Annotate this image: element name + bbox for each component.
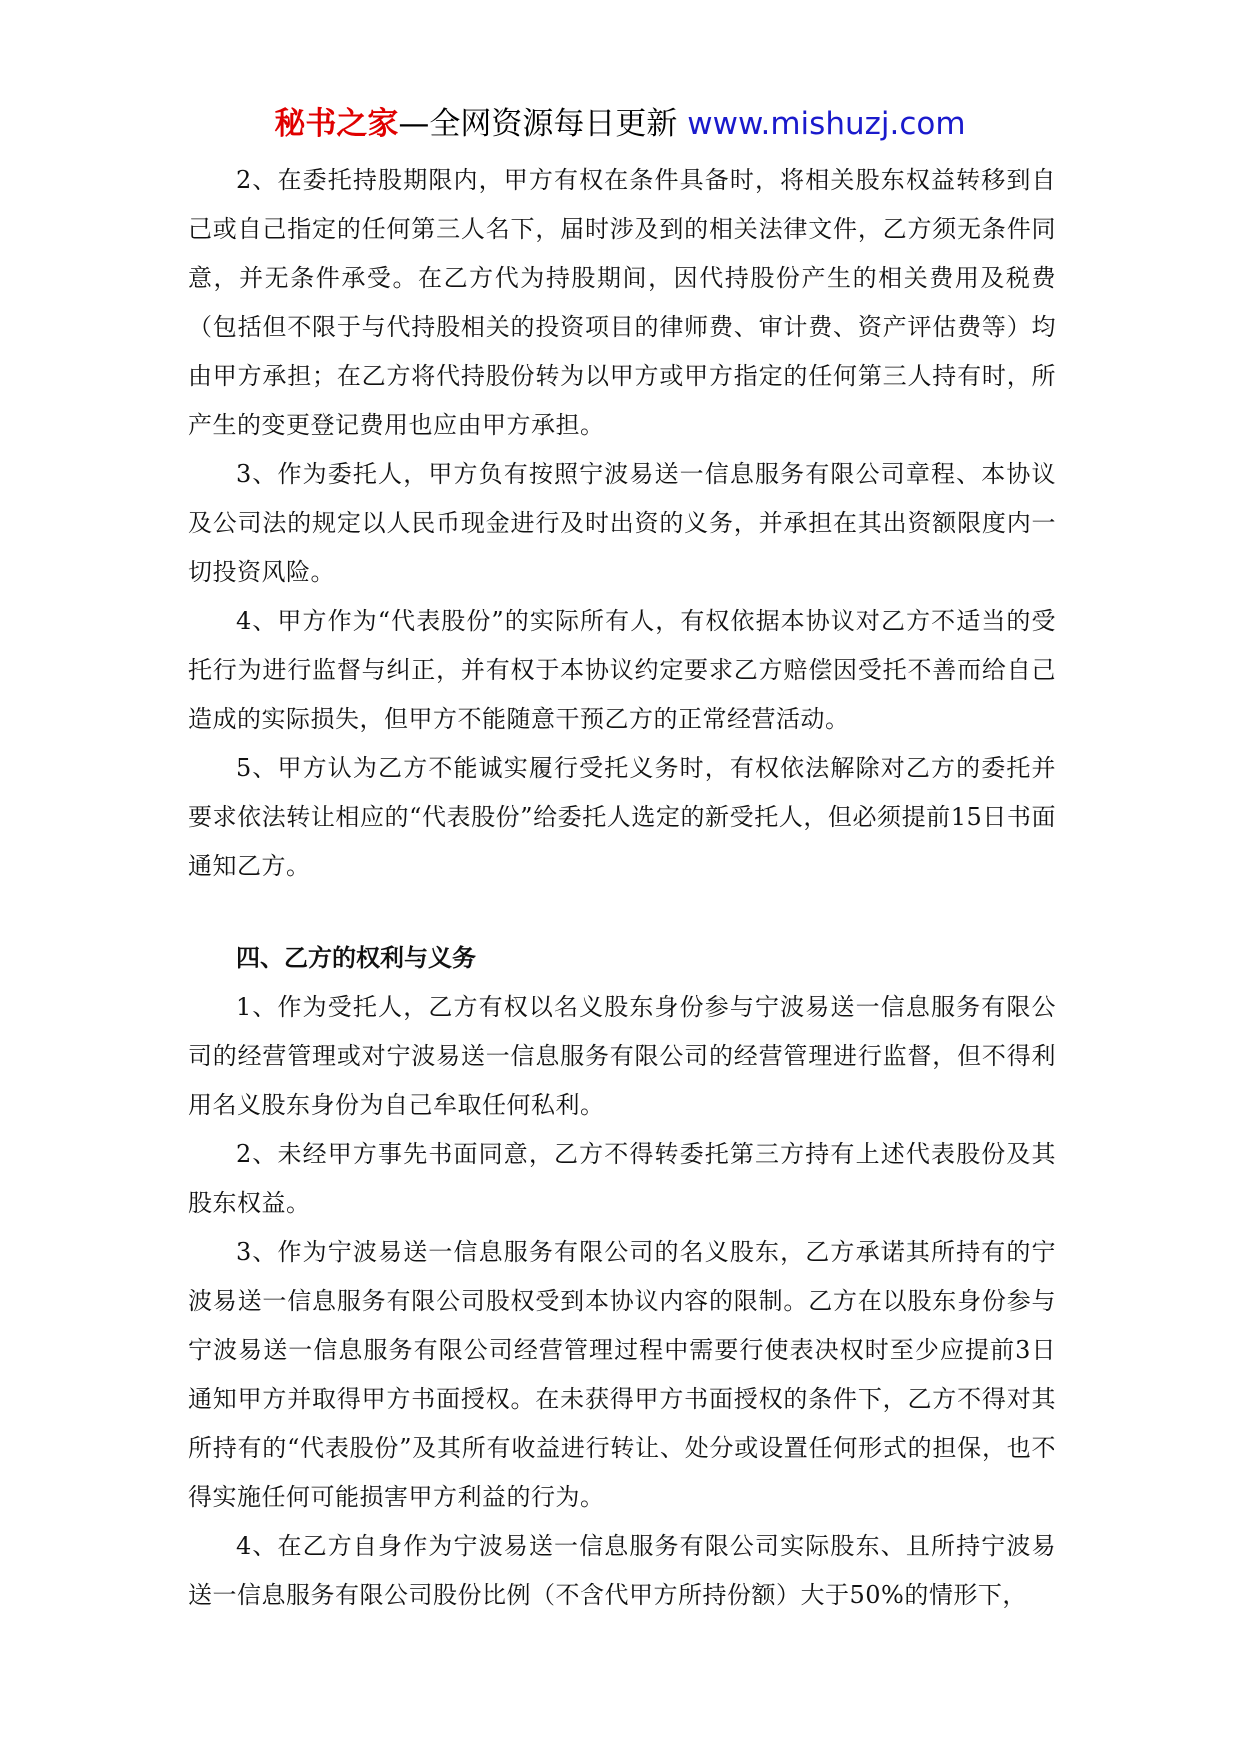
site-url: www.mishuzj.com bbox=[687, 106, 966, 142]
paragraph: 4、在乙方自身作为宁波易送一信息服务有限公司实际股东、且所持宁波易送一信息服务有限公司股份比例（不含代甲方所持份额）大于50%的情形下， bbox=[188, 1532, 1056, 1609]
paragraph: 4、甲方作为“代表股份”的实际所有人，有权依据本协议对乙方不适当的受托行为进行监督与纠正，并有权于本协议约定要求乙方赔偿因受托不善而给自己造成的实际损失，但甲方不能随意干预乙方的正常经营活动。 bbox=[188, 607, 1056, 733]
paragraph: 5、甲方认为乙方不能诚实履行受托义务时，有权依法解除对乙方的委托并要求依法转让相应的“代表股份”给委托人选定的新受托人，但必须提前15日书面通知乙方。 bbox=[188, 754, 1056, 880]
paragraph: 2、未经甲方事先书面同意，乙方不得转委托第三方持有上述代表股份及其股东权益。 bbox=[188, 1140, 1056, 1217]
header-tagline: —全网资源每日更新 bbox=[398, 106, 678, 142]
paragraph: 2、在委托持股期限内，甲方有权在条件具备时，将相关股东权益转移到自己或自己指定的任何第三人名下，届时涉及到的相关法律文件，乙方须无条件同意，并无条件承受。在乙方代为持股期间，因代持股份产生的相关费用及税费（包括但不限于与代持股相关的投资项目的律师费、审计费、资产评估费等）均由甲方承担；在乙方将代持股份转为以甲方或甲方指定的任何第三人持有时，所产生的变更登记费用也应由甲方承担。 bbox=[188, 166, 1056, 439]
brand-name: 秘书之家 bbox=[274, 106, 399, 142]
section-heading: 四、乙方的权利与义务 bbox=[236, 944, 476, 972]
watermark-header bbox=[0, 102, 1240, 146]
paragraph: 1、作为受托人，乙方有权以名义股东身份参与宁波易送一信息服务有限公司的经营管理或对宁波易送一信息服务有限公司的经营管理进行监督，但不得利用名义股东身份为自己牟取任何私利。 bbox=[188, 993, 1056, 1119]
paragraph: 3、作为委托人，甲方负有按照宁波易送一信息服务有限公司章程、本协议及公司法的规定以人民币现金进行及时出资的义务，并承担在其出资额限度内一切投资风险。 bbox=[188, 460, 1056, 586]
document-body bbox=[188, 156, 1056, 1620]
paragraph: 3、作为宁波易送一信息服务有限公司的名义股东，乙方承诺其所持有的宁波易送一信息服务有限公司股权受到本协议内容的限制。乙方在以股东身份参与宁波易送一信息服务有限公司经营管理过程中需要行使表决权时至少应提前3日通知甲方并取得甲方书面授权。在未获得甲方书面授权的条件下，乙方不得对其所持有的“代表股份”及其所有收益进行转让、处分或设置任何形式的担保，也不得实施任何可能损害甲方利益的行为。 bbox=[188, 1238, 1056, 1511]
